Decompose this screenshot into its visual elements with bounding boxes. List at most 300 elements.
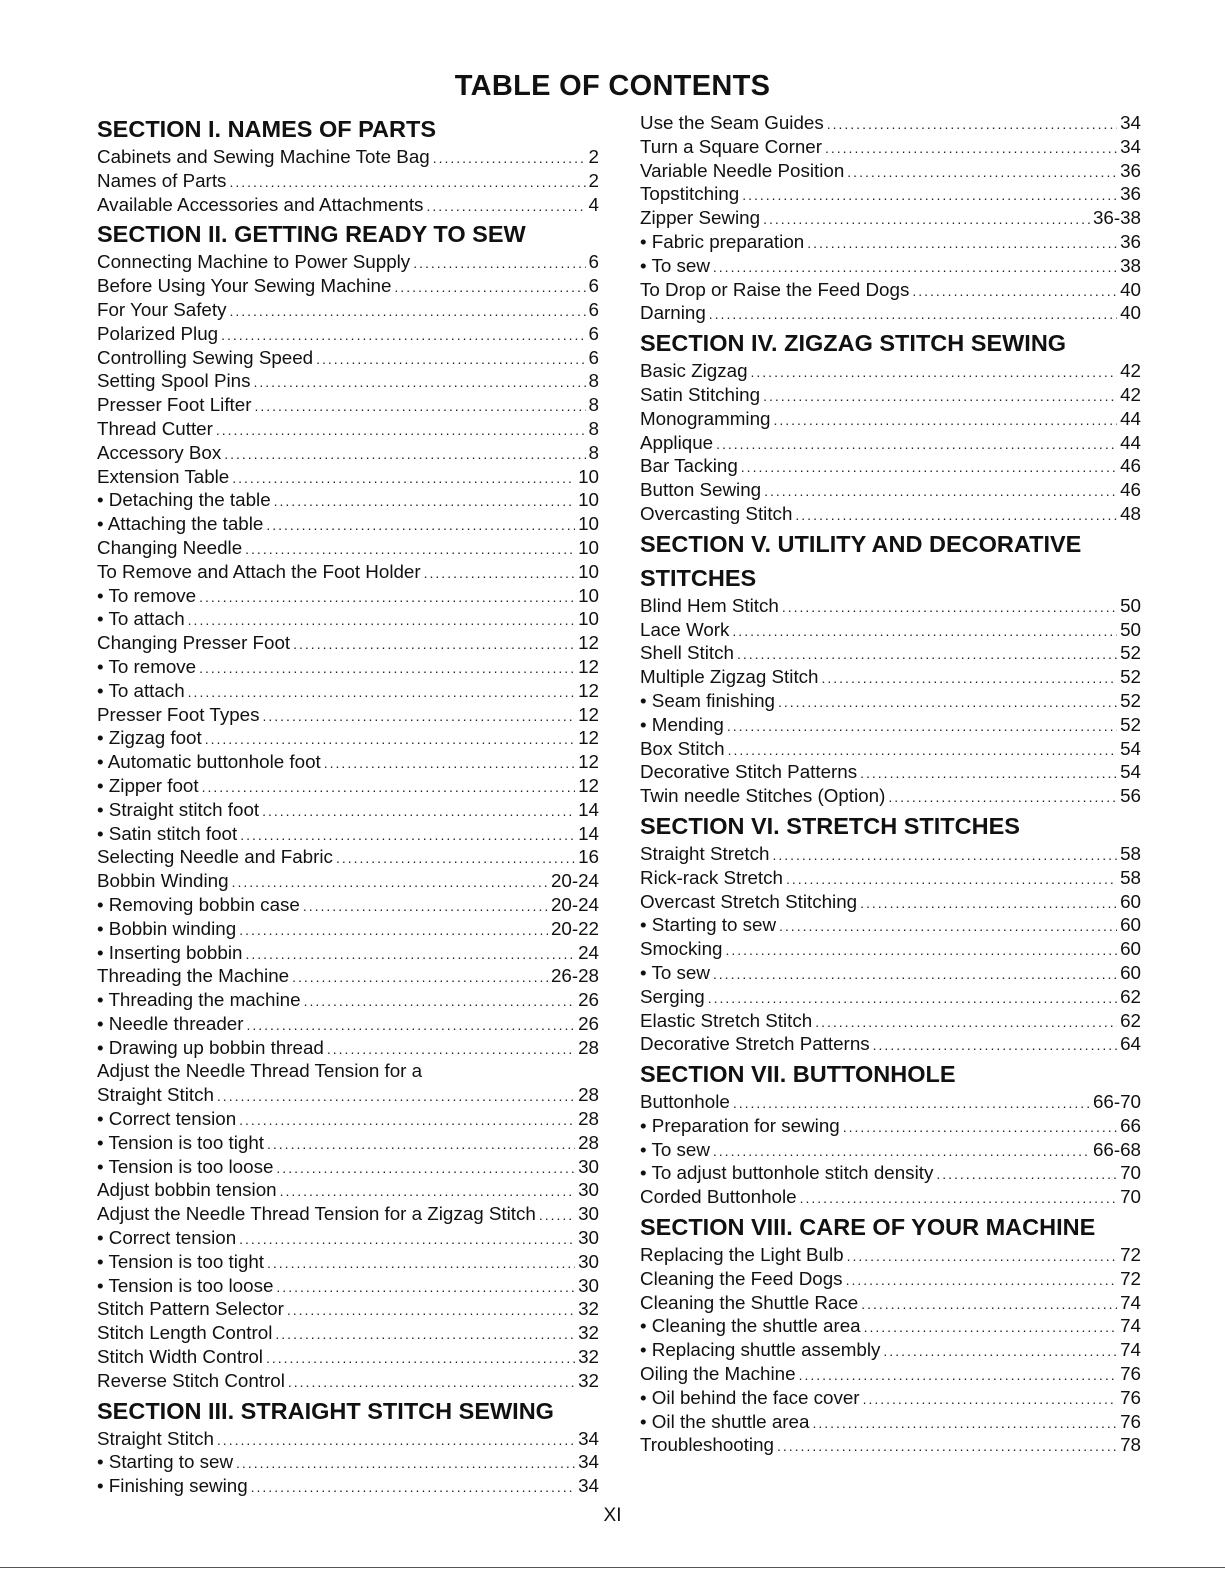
toc-entry[interactable] [97, 1369, 599, 1393]
toc-entry-page: 8 [588, 441, 599, 463]
page-bottom-rule [0, 1567, 1225, 1568]
toc-entry-page: 76 [1120, 1410, 1141, 1432]
toc-entry-page: 32 [578, 1369, 599, 1391]
toc-entry-title: Corded Buttonhole [640, 1186, 797, 1208]
toc-entry[interactable] [97, 774, 599, 798]
toc-entry-title: Decorative Stitch Patterns [640, 761, 858, 783]
toc-entry-page: 14 [578, 822, 599, 844]
toc-entry-page: 12 [578, 632, 599, 654]
toc-entry[interactable] [640, 937, 1141, 961]
toc-entry-title: Available Accessories and Attachments [97, 193, 424, 215]
dot-leader [292, 966, 548, 990]
toc-entry[interactable] [640, 1114, 1141, 1138]
dot-leader [713, 256, 1117, 280]
toc-entry-title: • Preparation for sewing [640, 1114, 840, 1136]
toc-entry-title: Serging [640, 985, 705, 1007]
toc-entry[interactable] [97, 1321, 599, 1345]
dot-leader [860, 892, 1117, 916]
toc-entry[interactable] [97, 1083, 599, 1107]
toc-entry[interactable] [97, 1427, 599, 1451]
toc-section-heading [640, 808, 1141, 842]
toc-entry-page: 44 [1120, 431, 1141, 453]
toc-entry-title: • Straight stitch foot [97, 798, 260, 820]
dot-leader [304, 990, 576, 1014]
toc-entry-page: 20-24 [550, 870, 599, 892]
toc-entry-title: Changing Presser Foot [97, 632, 291, 654]
toc-entry[interactable] [97, 726, 599, 750]
dot-leader [188, 609, 575, 633]
toc-entry-page: 66 [1120, 1114, 1141, 1136]
toc-entry[interactable] [640, 478, 1141, 502]
dot-leader [713, 1140, 1090, 1164]
toc-entry[interactable] [97, 1226, 599, 1250]
dot-leader [236, 1452, 575, 1476]
dot-leader [202, 776, 576, 800]
toc-entry-page: 74 [1120, 1339, 1141, 1361]
toc-entry-title: • Needle threader [97, 1012, 244, 1034]
dot-leader [786, 868, 1117, 892]
toc-entry[interactable] [97, 560, 599, 584]
toc-entry[interactable] [97, 1297, 599, 1321]
toc-entry-title: Troubleshooting [640, 1434, 774, 1456]
toc-entry[interactable] [640, 784, 1141, 808]
toc-entry-title: Smocking [640, 938, 723, 960]
dot-leader [763, 385, 1117, 409]
toc-entry[interactable] [97, 169, 599, 193]
toc-entry-page: 8 [588, 394, 599, 416]
toc-entry[interactable] [640, 1362, 1141, 1386]
dot-leader [936, 1163, 1117, 1187]
toc-entry-title: • Starting to sew [97, 1451, 234, 1473]
toc-entry[interactable] [97, 298, 599, 322]
toc-entry[interactable] [97, 631, 599, 655]
toc-entry-title: Reverse Stitch Control [97, 1369, 285, 1391]
toc-entry[interactable] [97, 798, 599, 822]
toc-entry[interactable] [640, 618, 1141, 642]
toc-entry[interactable] [97, 679, 599, 703]
toc-entry-title: • To sew [640, 961, 710, 983]
dot-leader [274, 490, 575, 514]
toc-entry-page: 46 [1120, 479, 1141, 501]
toc-entry-page: 20-22 [550, 917, 599, 939]
toc-entry-title: • Inserting bobbin [97, 941, 243, 963]
toc-entry[interactable] [97, 346, 599, 370]
toc-entry-title: Bobbin Winding [97, 870, 229, 892]
toc-entry[interactable] [640, 1138, 1141, 1162]
toc-entry-title: Turn a Square Corner [640, 135, 822, 157]
dot-leader [713, 963, 1117, 987]
dot-leader [288, 1371, 575, 1395]
toc-entry[interactable] [97, 845, 599, 869]
toc-entry-page: 62 [1120, 1009, 1141, 1031]
toc-entry-page: 40 [1120, 278, 1141, 300]
dot-leader [708, 987, 1117, 1011]
toc-entry[interactable] [97, 1036, 599, 1060]
toc-entry[interactable] [640, 713, 1141, 737]
toc-entry-page: 30 [578, 1155, 599, 1177]
toc-entry-title: • To remove [97, 655, 197, 677]
toc-entry[interactable] [640, 159, 1141, 183]
toc-entry-page: 54 [1120, 761, 1141, 783]
dot-leader [779, 915, 1117, 939]
toc-entry[interactable] [640, 1032, 1141, 1056]
toc-entry-title: Cleaning the Feed Dogs [640, 1267, 843, 1289]
toc-section-heading [97, 216, 599, 250]
toc-entry-page: 72 [1120, 1244, 1141, 1266]
toc-entry-title: Zipper Sewing [640, 207, 761, 229]
toc-entry-title: Multiple Zigzag Stitch [640, 666, 819, 688]
toc-entry-page: 70 [1120, 1186, 1141, 1208]
toc-entry[interactable] [97, 584, 599, 608]
toc-entry[interactable] [640, 383, 1141, 407]
toc-entry-page: 52 [1120, 713, 1141, 735]
dot-leader [800, 1187, 1117, 1211]
section-heading-line: SECTION IV. ZIGZAG STITCH SEWING [640, 330, 1067, 357]
toc-entry[interactable] [97, 1178, 599, 1202]
toc-entry-title: Overcasting Stitch [640, 502, 793, 524]
toc-entry-title: • Attaching the table [97, 513, 264, 535]
dot-leader [751, 361, 1118, 385]
dot-leader [772, 844, 1117, 868]
toc-entry-page: 8 [588, 370, 599, 392]
toc-entry[interactable] [97, 145, 599, 169]
toc-entry[interactable] [97, 536, 599, 560]
toc-entry-title: • Satin stitch foot [97, 822, 238, 844]
toc-entry-title: Use the Seam Guides [640, 112, 824, 133]
toc-entry[interactable] [640, 431, 1141, 455]
toc-entry[interactable] [640, 502, 1141, 526]
dot-leader [815, 1011, 1117, 1035]
toc-entry-page: 28 [578, 1084, 599, 1106]
toc-entry[interactable] [640, 737, 1141, 761]
toc-entry[interactable] [97, 1059, 599, 1083]
toc-entry[interactable] [640, 1267, 1141, 1291]
toc-entry-page: 6 [588, 322, 599, 344]
toc-entry[interactable] [640, 1386, 1141, 1410]
toc-entry-title: • To adjust buttonhole stitch density [640, 1162, 934, 1184]
dot-leader [725, 939, 1117, 963]
toc-entry-title: • Replacing shuttle assembly [640, 1339, 881, 1361]
toc-section-heading [97, 1393, 599, 1427]
toc-entry[interactable] [640, 407, 1141, 431]
toc-entry[interactable] [97, 1250, 599, 1274]
toc-entry-page: 12 [578, 703, 599, 725]
toc-entry-page: 74 [1120, 1291, 1141, 1313]
toc-entry-title: Adjust the Needle Thread Tension for a Zigzag Stitch [97, 1203, 536, 1225]
dot-leader [727, 715, 1117, 739]
toc-entry-page: 12 [578, 655, 599, 677]
toc-entry[interactable] [640, 842, 1141, 866]
dot-leader [763, 208, 1090, 232]
dot-leader [216, 419, 586, 443]
toc-entry-page: 60 [1120, 938, 1141, 960]
section-heading-line: SECTION V. UTILITY AND DECORATIVE [640, 530, 1082, 557]
toc-entry[interactable] [640, 182, 1141, 206]
dot-leader [912, 280, 1117, 304]
toc-entry-page: 36 [1120, 159, 1141, 181]
toc-entry[interactable] [640, 1009, 1141, 1033]
toc-entry-page: 6 [588, 275, 599, 297]
toc-entry[interactable] [640, 254, 1141, 278]
dot-leader [199, 657, 575, 681]
toc-entry-page: 44 [1120, 407, 1141, 429]
toc-entry[interactable] [640, 866, 1141, 890]
toc-entry-title: • Cleaning the shuttle area [640, 1315, 861, 1337]
toc-entry[interactable] [97, 1345, 599, 1369]
toc-entry[interactable] [97, 1131, 599, 1155]
toc-entry-page: 14 [578, 798, 599, 820]
toc-entry[interactable] [640, 230, 1141, 254]
toc-entry[interactable] [640, 1433, 1141, 1457]
toc-entry[interactable] [97, 1107, 599, 1131]
toc-entry-page: 42 [1120, 360, 1141, 382]
toc-entry-page: 6 [588, 251, 599, 273]
toc-entry-title: Oiling the Machine [640, 1363, 796, 1385]
toc-entry[interactable] [97, 822, 599, 846]
toc-entry-page: 30 [578, 1203, 599, 1225]
dot-leader [825, 137, 1117, 161]
toc-entry-title: Threading the Machine [97, 965, 290, 987]
toc-entry[interactable] [640, 760, 1141, 784]
toc-entry[interactable] [97, 988, 599, 1012]
dot-leader [863, 1388, 1118, 1412]
toc-entry-page: 40 [1120, 302, 1141, 324]
dot-leader [888, 786, 1117, 810]
dot-leader [327, 1038, 575, 1062]
toc-entry[interactable] [640, 206, 1141, 230]
toc-entry[interactable] [97, 1474, 599, 1498]
dot-leader [424, 562, 575, 586]
toc-entry[interactable] [640, 689, 1141, 713]
toc-entry-page: 36-38 [1092, 207, 1141, 229]
toc-entry[interactable] [97, 369, 599, 393]
dot-leader [812, 1412, 1117, 1436]
toc-entry-title: Polarized Plug [97, 322, 219, 344]
toc-entry-title: • Tension is too loose [97, 1155, 274, 1177]
toc-entry[interactable] [97, 869, 599, 893]
toc-entry-page: 26 [578, 1012, 599, 1034]
dot-leader [188, 681, 575, 705]
toc-entry[interactable] [97, 655, 599, 679]
toc-entry[interactable] [97, 607, 599, 631]
toc-entry[interactable] [640, 890, 1141, 914]
dot-leader [245, 943, 575, 967]
dot-leader [426, 195, 585, 219]
toc-entry-title: Thread Cutter [97, 417, 213, 439]
dot-leader [253, 371, 585, 395]
toc-entry-title: • Tension is too tight [97, 1250, 265, 1272]
toc-right-column [640, 111, 1141, 1457]
toc-entry-title: Before Using Your Sewing Machine [97, 275, 392, 297]
toc-entry[interactable] [640, 454, 1141, 478]
dot-leader [847, 161, 1117, 185]
dot-leader [861, 1293, 1117, 1317]
toc-entry-page: 12 [578, 751, 599, 773]
toc-entry[interactable] [97, 193, 599, 217]
toc-entry-title: • Bobbin winding [97, 917, 237, 939]
toc-entry[interactable] [97, 512, 599, 536]
dot-leader [229, 171, 585, 195]
dot-leader [287, 1299, 575, 1323]
toc-entry[interactable] [97, 488, 599, 512]
toc-entry[interactable] [97, 465, 599, 489]
toc-entry-title: Bar Tacking [640, 455, 738, 477]
toc-entry[interactable] [97, 250, 599, 274]
toc-entry-title: Decorative Stretch Patterns [640, 1033, 870, 1055]
toc-entry[interactable] [640, 359, 1141, 383]
toc-entry-title: Adjust bobbin tension [97, 1179, 277, 1201]
toc-entry-page: 60 [1120, 914, 1141, 936]
dot-leader [205, 728, 575, 752]
dot-leader [263, 705, 576, 729]
dot-leader [733, 1092, 1090, 1116]
toc-entry-page: 38 [1120, 254, 1141, 276]
toc-entry-page: 12 [578, 679, 599, 701]
toc-entry[interactable] [640, 111, 1141, 135]
toc-entry[interactable] [97, 1155, 599, 1179]
toc-entry-page: 10 [578, 584, 599, 606]
toc-entry-title: • Threading the machine [97, 989, 301, 1011]
toc-entry[interactable] [97, 893, 599, 917]
toc-entry[interactable] [97, 417, 599, 441]
toc-entry[interactable] [97, 1274, 599, 1298]
dot-leader [846, 1269, 1118, 1293]
toc-entry[interactable] [97, 750, 599, 774]
toc-entry-title: Stitch Length Control [97, 1322, 273, 1344]
toc-entry-page: 10 [578, 608, 599, 630]
dot-leader [239, 1228, 575, 1252]
toc-entry[interactable] [640, 665, 1141, 689]
dot-leader [741, 456, 1117, 480]
toc-entry-page: 62 [1120, 985, 1141, 1007]
dot-leader [232, 467, 575, 491]
section-heading-line: SECTION VII. BUTTONHOLE [640, 1061, 956, 1088]
toc-entry[interactable] [640, 1291, 1141, 1315]
toc-entry-page: 2 [588, 146, 599, 167]
toc-entry-title: Cleaning the Shuttle Race [640, 1291, 859, 1313]
dot-leader [716, 433, 1117, 457]
dot-leader [240, 824, 575, 848]
toc-entry[interactable] [640, 1314, 1141, 1338]
toc-entry-page: 30 [578, 1179, 599, 1201]
toc-entry-title: Connecting Machine to Power Supply [97, 251, 411, 273]
toc-entry-page: 4 [588, 193, 599, 215]
toc-entry-title: Controlling Sewing Speed [97, 346, 314, 368]
dot-leader [433, 147, 586, 171]
dot-leader [217, 1429, 575, 1453]
toc-entry[interactable] [640, 278, 1141, 302]
dot-leader [246, 1014, 575, 1038]
toc-section-heading [640, 526, 1141, 594]
toc-entry[interactable] [97, 964, 599, 988]
toc-entry-title: Rick-rack Stretch [640, 866, 783, 888]
toc-entry-page: 6 [588, 298, 599, 320]
page-title: TABLE OF CONTENTS [454, 70, 771, 102]
toc-entry[interactable] [640, 961, 1141, 985]
dot-leader [266, 1347, 575, 1371]
dot-leader [224, 443, 585, 467]
toc-entry[interactable] [97, 917, 599, 941]
toc-entry-page: 58 [1120, 842, 1141, 864]
dot-leader [782, 596, 1117, 620]
dot-leader [245, 538, 575, 562]
toc-entry-title: • Detaching the table [97, 489, 271, 511]
toc-entry[interactable] [97, 1012, 599, 1036]
toc-entry[interactable] [97, 1202, 599, 1226]
toc-entry-page: 12 [578, 727, 599, 749]
dot-leader [217, 1085, 575, 1109]
toc-entry-title: • Seam finishing [640, 689, 775, 711]
toc-entry-page: 78 [1120, 1434, 1141, 1456]
toc-entry[interactable] [97, 1450, 599, 1474]
toc-entry-title: • Correct tension [97, 1227, 237, 1249]
toc-entry[interactable] [640, 135, 1141, 159]
toc-entry[interactable] [97, 441, 599, 465]
toc-entry-page: 32 [578, 1298, 599, 1320]
toc-entry-page: 52 [1120, 642, 1141, 664]
toc-entry-title: Straight Stretch [640, 842, 770, 864]
toc-entry[interactable] [97, 274, 599, 298]
toc-entry-page: 48 [1120, 502, 1141, 524]
toc-entry-title: Buttonhole [640, 1091, 730, 1113]
toc-entry-page: 76 [1120, 1386, 1141, 1408]
toc-entry-page: 34 [578, 1451, 599, 1473]
dot-leader [539, 1204, 575, 1228]
section-heading-line: SECTION III. STRAIGHT STITCH SEWING [97, 1397, 554, 1424]
toc-entry-page: 10 [578, 489, 599, 511]
dot-leader [254, 395, 585, 419]
toc-entry[interactable] [640, 1090, 1141, 1114]
dot-leader [280, 1180, 576, 1204]
toc-entry[interactable] [97, 941, 599, 965]
dot-leader [777, 1435, 1117, 1459]
toc-section-heading [640, 325, 1141, 359]
toc-entry-title: To Drop or Raise the Feed Dogs [640, 278, 910, 300]
toc-entry-title: • Removing bobbin case [97, 893, 300, 915]
toc-entry[interactable] [640, 1161, 1141, 1185]
toc-entry[interactable] [640, 301, 1141, 325]
toc-entry[interactable] [640, 641, 1141, 665]
toc-entry[interactable] [640, 1410, 1141, 1434]
toc-entry-title: Straight Stitch [97, 1084, 214, 1106]
dot-leader [267, 1252, 575, 1276]
toc-entry-page: 74 [1120, 1315, 1141, 1337]
toc-entry-title: • Drawing up bobbin thread [97, 1036, 324, 1058]
toc-entry[interactable] [97, 703, 599, 727]
toc-entry[interactable] [97, 393, 599, 417]
toc-entry[interactable] [640, 1243, 1141, 1267]
toc-entry-page: 8 [588, 417, 599, 439]
toc-entry[interactable] [640, 985, 1141, 1009]
toc-entry[interactable] [640, 913, 1141, 937]
toc-entry-title: For Your Safety [97, 298, 227, 320]
toc-entry-title: • Zipper foot [97, 774, 199, 796]
toc-entry[interactable] [97, 322, 599, 346]
dot-leader [742, 184, 1117, 208]
dot-leader [239, 919, 548, 943]
dot-leader [822, 667, 1118, 691]
toc-entry-title: Adjust the Needle Thread Tension for a [97, 1060, 423, 1082]
toc-entry-title: Overcast Stretch Stitching [640, 890, 858, 912]
toc-entry[interactable] [640, 1338, 1141, 1362]
dot-leader [732, 620, 1117, 644]
toc-entry-page: 30 [578, 1274, 599, 1296]
toc-entry[interactable] [640, 594, 1141, 618]
toc-entry-page: 52 [1120, 689, 1141, 711]
toc-entry[interactable] [640, 1185, 1141, 1209]
toc-entry-page: 34 [578, 1475, 599, 1497]
toc-entry-title: • To sew [640, 254, 710, 276]
